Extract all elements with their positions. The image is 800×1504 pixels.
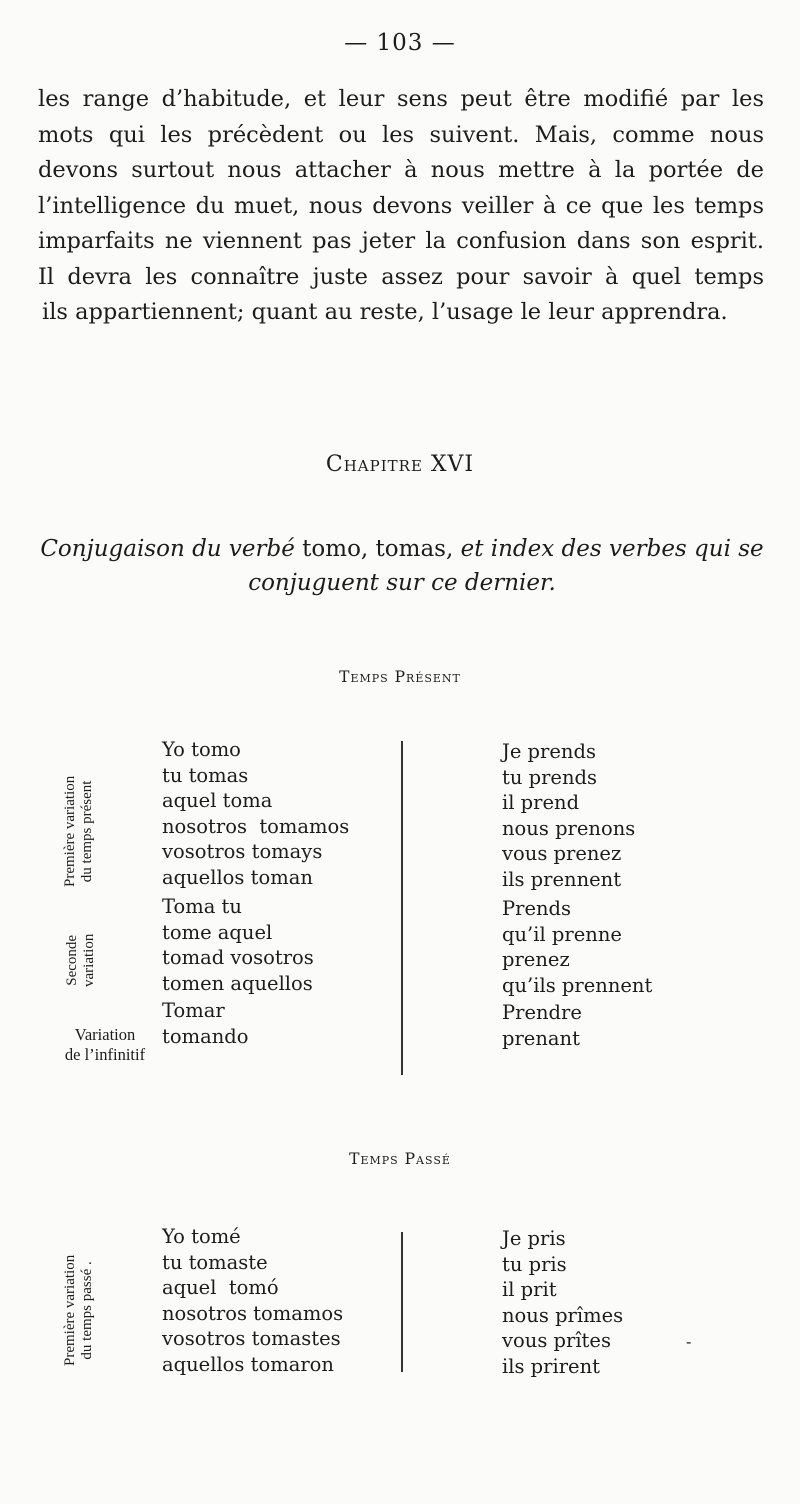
label-line: Première variation — [62, 775, 78, 887]
present-heading: Temps Présent — [339, 668, 461, 686]
label-line: Seconde — [64, 934, 80, 986]
chapter-title — [40, 532, 764, 600]
infinitive-variation-label — [58, 1025, 152, 1065]
french-form: ils prennent — [502, 867, 622, 891]
spanish-form: vosotros tomastes — [162, 1327, 341, 1350]
column-divider — [401, 741, 403, 1075]
spanish-column — [162, 1224, 343, 1377]
spanish-form: Tomar — [162, 999, 225, 1022]
intro-line: l’intelligence du muet, nous devons veiller à ce que les temps — [38, 192, 764, 219]
french-form: vous prîtes — [502, 1329, 611, 1352]
french-form: qu’ils prennent — [502, 973, 653, 997]
spanish-form: tomad vosotros — [162, 946, 314, 969]
stray-mark: - — [686, 1332, 692, 1351]
spanish-form: aquel tomó — [162, 1276, 279, 1299]
label-line: Première variation — [62, 1254, 78, 1366]
spanish-form: tu tomas — [162, 763, 249, 787]
french-form: il prend — [502, 791, 580, 814]
spanish-form: vosotros tomays — [162, 840, 323, 863]
intro-line: devons surtout nous attacher à nous mettre à la portée de — [38, 157, 764, 183]
french-form: prenant — [502, 1026, 580, 1050]
past-variation-1-label — [62, 1255, 96, 1366]
present-variation-2-label — [64, 934, 98, 987]
intro-paragraph — [38, 82, 764, 331]
label-line: Variation — [74, 1025, 136, 1044]
title-italic-1: Conjugaison du verbé — [40, 536, 295, 562]
french-form: ils prirent — [502, 1354, 600, 1378]
french-column — [502, 1226, 623, 1379]
french-form: prenez — [502, 948, 570, 971]
title-italic-2: et index des verbes qui se conjuguent sur ce dernier. — [248, 536, 764, 596]
past-heading: Temps Passé — [349, 1150, 451, 1168]
french-column — [502, 739, 652, 1051]
french-form: qu’il prenne — [502, 922, 622, 946]
french-form: tu prends — [502, 765, 597, 789]
spanish-form: Toma tu — [162, 895, 242, 918]
french-form: vous prenez — [502, 842, 622, 865]
column-divider — [401, 1232, 403, 1372]
chapter-heading — [0, 452, 800, 477]
label-line: variation — [81, 933, 97, 987]
spanish-column — [162, 737, 349, 1049]
french-form: Je prends — [502, 740, 596, 763]
french-form: Prendre — [502, 1001, 582, 1024]
spanish-form: aquel toma — [162, 789, 273, 812]
intro-line: mots qui les précèdent ou les suivent. Mais, comme nous — [38, 121, 764, 148]
title-roman: tomo, tomas, — [294, 536, 461, 562]
french-form: nous prîmes — [502, 1303, 624, 1327]
intro-line: ils appartiennent; quant au reste, l’usage le leur apprendra. — [42, 299, 728, 325]
label-line: du temps passé . — [79, 1261, 95, 1360]
present-variation-1-label — [62, 776, 96, 887]
french-form: Prends — [502, 897, 572, 920]
spanish-form: aquellos toman — [162, 865, 313, 889]
french-form: il prit — [502, 1278, 557, 1301]
page-number: — 103 — — [344, 30, 456, 56]
label-line: de l’infinitif — [64, 1045, 146, 1064]
spanish-form: Yo tomé — [162, 1225, 241, 1248]
intro-line: Il devra les connaître juste assez pour savoir à quel temps — [38, 263, 764, 290]
spanish-form: Yo tomo — [162, 738, 241, 761]
chapter-label: Chapitre XVI — [325, 452, 475, 477]
spanish-form: nosotros tomamos — [162, 814, 350, 838]
spanish-form: tome aquel — [162, 920, 273, 944]
french-form: tu pris — [502, 1252, 567, 1276]
french-form: nous prenons — [502, 816, 636, 840]
spanish-form: tomando — [162, 1024, 249, 1048]
intro-line: les range d’habitude, et leur sens peut être modifié par les — [38, 86, 764, 112]
spanish-form: aquellos tomaron — [162, 1352, 334, 1376]
spanish-form: tomen aquellos — [162, 971, 313, 995]
spanish-form: nosotros tomamos — [162, 1301, 344, 1325]
french-form: Je pris — [502, 1227, 566, 1250]
spanish-form: tu tomaste — [162, 1250, 268, 1274]
intro-line: imparfaits ne viennent pas jeter la confusion dans son esprit. — [38, 228, 764, 254]
label-line: du temps présent — [79, 780, 95, 883]
